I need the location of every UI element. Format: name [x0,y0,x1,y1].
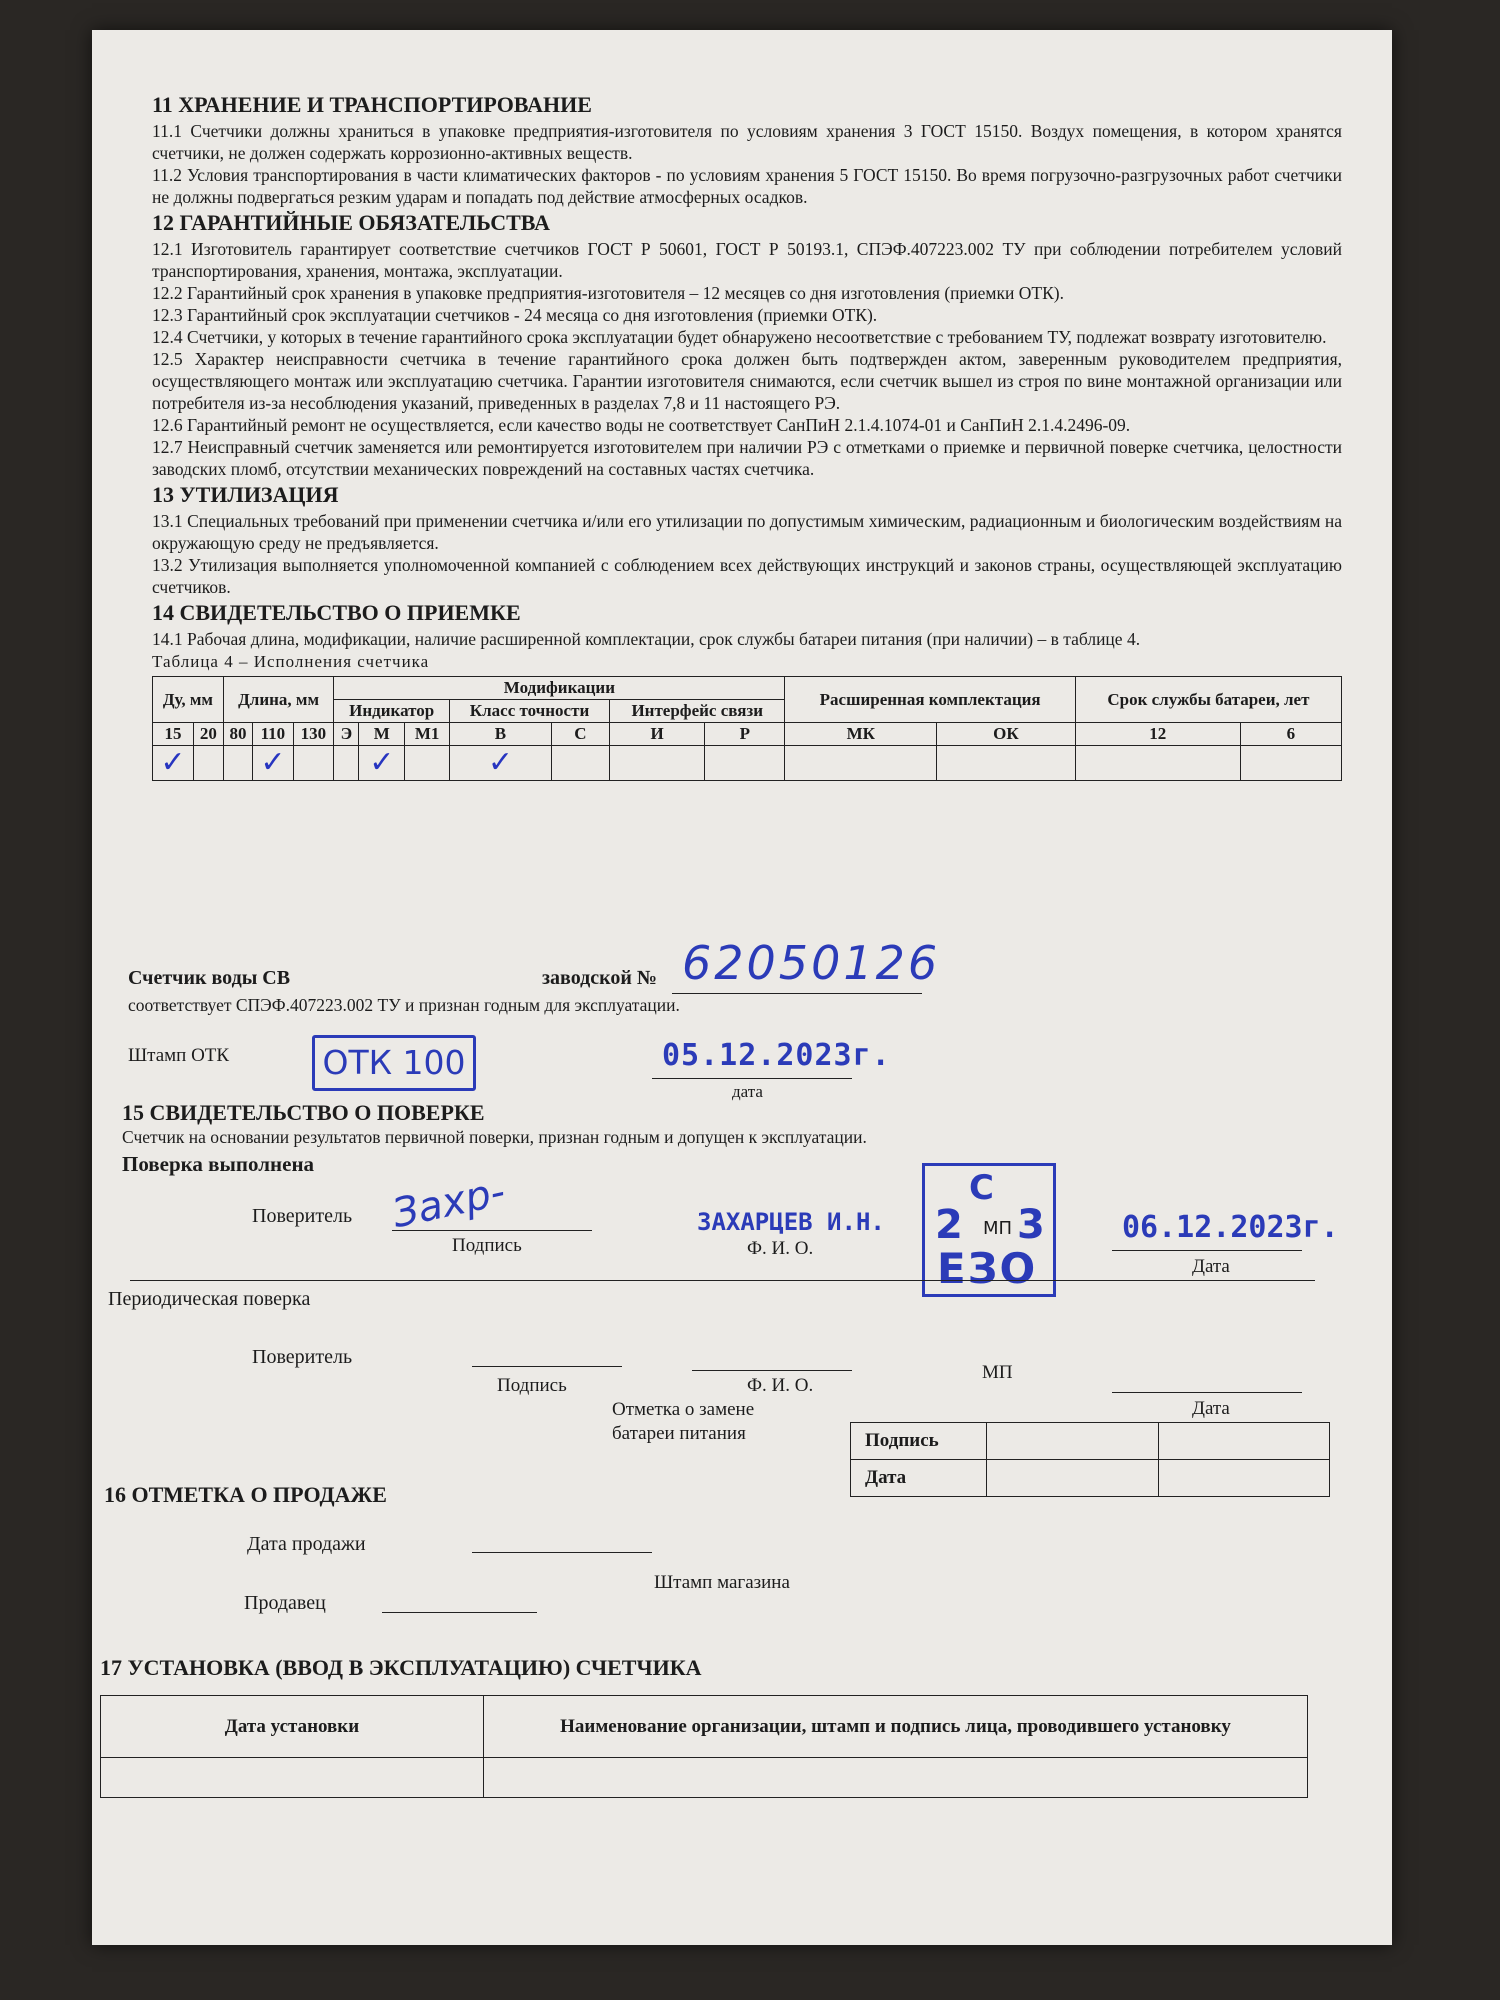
code-cell: 6 [1240,723,1341,746]
check-cell [359,746,405,781]
verifier2-label: Поверитель [252,1346,353,1368]
installation-table [100,1695,1308,1798]
code-cell: Р [705,723,785,746]
verification-date-caption: Дата [1192,1256,1230,1277]
header-modifications: Модификации [334,677,785,700]
install-date-header: Дата установки [101,1696,484,1758]
verification-text: Счетчик на основании результатов первичной поверки, признан годным и допущен к эксплуатации. [122,1127,867,1147]
install-cell [484,1758,1308,1798]
section-15-title: 15 СВИДЕТЕЛЬСТВО О ПОВЕРКЕ [122,1100,485,1125]
stamp-bottom: ЕЗО [937,1244,1038,1293]
section-12-p1: 12.1 Изготовитель гарантирует соответствие счетчиков ГОСТ Р 50601, ГОСТ Р 50193.1, СПЭФ.407223.002 ТУ при соблюдении потребителем условий транспортирования, хранения, монтажа, эксплуатации. [152,239,1342,281]
fio2-caption: Ф. И. О. [747,1375,814,1396]
section-13-p2: 13.2 Утилизация выполняется уполномоченной компанией с соблюдением всех действующих инструкций и законов страны, осуществляющей эксплуатацию счетчиков. [152,555,1342,597]
acceptance-date-caption: дата [732,1082,763,1101]
check-cell [785,746,937,781]
check-cell [450,746,552,781]
verifier-signature: Захр- [388,1168,510,1238]
mp2-caption: МП [982,1362,1013,1383]
date2-line [1112,1392,1302,1393]
section-11-p2: 11.2 Условия транспортирования в части климатических факторов - по условиям хранения 5 ГОСТ 15150. Во время погрузочно-разгрузочных работ счетчики не должны подвергаться резким ударам и попадать под действие атмосферных осадков. [152,165,1342,207]
check-cell [193,746,223,781]
divider-line [130,1280,1315,1281]
warranty-document-page [92,30,1392,1945]
section-12-title: 12 ГАРАНТИЙНЫЕ ОБЯЗАТЕЛЬСТВА [152,210,550,235]
battery-cell [1158,1423,1330,1460]
check-cell [1075,746,1240,781]
periodic-verification-label: Периодическая поверка [108,1288,311,1310]
stamp-top-right: 3 [1017,1202,1045,1248]
conformity-text: соответствует СПЭФ.407223.002 ТУ и признан годным для эксплуатации. [128,995,680,1015]
check-mark-icon: ✓ [487,745,513,780]
battery-date-header: Дата [851,1460,987,1497]
check-cell [253,746,293,781]
check-cell [609,746,704,781]
battery-cell [987,1460,1159,1497]
otk-stamp: ОТК 100 [312,1035,476,1091]
install-cell [101,1758,484,1798]
header-interface: Интерфейс связи [609,700,785,723]
check-cell [705,746,785,781]
battery-cell [1158,1460,1330,1497]
header-length: Длина, мм [223,677,333,723]
code-cell: 15 [153,723,194,746]
check-cell [1240,746,1341,781]
section-12-p5: 12.5 Характер неисправности счетчика в течение гарантийного срока должен быть подтвержден актом, заверенным руководителем предприятия, осуществляющего монтаж или эксплуатацию счетчика. Гарантии изготовителя снимаются, если счетчик вышел из строя по вине монтажной организации или потребителя из-за несоблюдения указаний, приведенных в разделах 7,8 и 11 настоящего РЭ. [152,349,1342,413]
verification-date: 06.12.2023г. [1122,1210,1339,1245]
check-cell [334,746,359,781]
battery-cell [987,1423,1159,1460]
seller-line [382,1612,537,1613]
code-cell: М1 [405,723,450,746]
serial-label: заводской № [542,967,657,989]
code-cell: МК [785,723,937,746]
acceptance-date-line [652,1078,852,1079]
signature2-caption: Подпись [497,1375,567,1396]
section-12-p7: 12.7 Неисправный счетчик заменяется или ремонтируется изготовителем при наличии РЭ с отметками о приемке и первичной поверке счетчика, целостности заводских пломб, отсутствии механических повреждений на составных частях счетчика. [152,437,1342,479]
seller-label: Продавец [244,1592,326,1614]
section-13-title: 13 УТИЛИЗАЦИЯ [152,482,339,507]
check-cell [551,746,609,781]
section-12-p2: 12.2 Гарантийный срок хранения в упаковке предприятия-изготовителя – 12 месяцев со дня изготовления (приемки ОТК). [152,283,1064,303]
code-cell: М [359,723,405,746]
signature-line [392,1230,592,1231]
verification-done: Поверка выполнена [122,1152,315,1176]
stamp-symbol: С [969,1168,994,1208]
date2-caption: Дата [1192,1398,1230,1419]
verifier-fio: ЗАХАРЦЕВ И.Н. [697,1208,885,1236]
acceptance-date: 05.12.2023г. [662,1038,891,1073]
battery-table [850,1422,1330,1497]
section-11-p1: 11.1 Счетчики должны храниться в упаковке предприятия-изготовителя по условиям хранения 3 ГОСТ 15150. Воздух помещения, в котором хранятся счетчики, не должен содержать коррозионно-активных веществ. [152,121,1342,163]
serial-number: 62050126 [682,936,941,990]
section-12-p4: 12.4 Счетчики, у которых в течение гарантийного срока эксплуатации будет обнаружено несоответствие с требованием ТУ, подлежат возврату изготовителю. [152,327,1327,347]
check-cell [293,746,334,781]
stamp-top-left: 2 [935,1202,963,1248]
section-13-p1: 13.1 Специальных требований при применении счетчика и/или его утилизации по допустимым химическим, радиационным и биологическим воздействиям на окружающую среду не предъявляется. [152,511,1342,553]
code-cell: Э [334,723,359,746]
check-cell [153,746,194,781]
section-16-title: 16 ОТМЕТКА О ПРОДАЖЕ [104,1482,387,1507]
otk-stamp-label: Штамп ОТК [128,1045,230,1066]
mp-caption: МП [983,1218,1013,1239]
section-11-title: 11 ХРАНЕНИЕ И ТРАНСПОРТИРОВАНИЕ [152,92,592,117]
install-org-header: Наименование организации, штамп и подпись лица, проводившего установку [484,1696,1308,1758]
fio2-line [692,1370,852,1371]
code-cell: В [450,723,552,746]
verification-date-line [1112,1250,1302,1251]
code-cell: 80 [223,723,252,746]
serial-line [672,993,922,994]
header-indicator: Индикатор [334,700,450,723]
header-extended-kit: Расширенная комплектация [785,677,1075,723]
code-cell: И [609,723,704,746]
code-cell: 20 [193,723,223,746]
header-du: Ду, мм [153,677,224,723]
signature2-line [472,1366,622,1367]
header-battery-life: Срок службы батареи, лет [1075,677,1341,723]
signature-caption: Подпись [452,1235,522,1256]
check-mark-icon: ✓ [160,745,186,780]
sale-date-label: Дата продажи [247,1533,366,1555]
check-cell [223,746,252,781]
section-12-p3: 12.3 Гарантийный срок эксплуатации счетчиков - 24 месяца со дня изготовления (приемки ОТК). [152,305,878,325]
table-4-check-row [153,746,1342,781]
section-12-p6: 12.6 Гарантийный ремонт не осуществляется, если качество воды не соответствует СанПиН 2.1.4.1074-01 и СанПиН 2.1.4.2496-09. [152,415,1131,435]
fio-caption: Ф. И. О. [747,1238,814,1259]
section-14-p1: 14.1 Рабочая длина, модификации, наличие расширенной комплектации, срок службы батареи питания (при наличии) – в таблице 4. [152,629,1141,649]
shop-stamp-label: Штамп магазина [654,1572,790,1593]
code-cell: 130 [293,723,334,746]
code-cell: С [551,723,609,746]
code-cell: ОК [937,723,1076,746]
table-4-versions [152,676,1342,781]
battery-signature-header: Подпись [851,1423,987,1460]
battery-replacement-label: Отметка о замене батареи питания [612,1399,755,1444]
section-14-title: 14 СВИДЕТЕЛЬСТВО О ПРИЕМКЕ [152,600,521,625]
sale-date-line [472,1552,652,1553]
code-cell: 110 [253,723,293,746]
document-text [152,90,1342,781]
table-4-caption: Таблица 4 – Исполнения счетчика [152,652,430,671]
verifier-label: Поверитель [252,1205,353,1227]
code-cell: 12 [1075,723,1240,746]
check-cell [937,746,1076,781]
meter-label: Счетчик воды СВ [128,967,291,989]
check-cell [405,746,450,781]
header-accuracy-class: Класс точности [450,700,610,723]
check-mark-icon: ✓ [369,745,395,780]
table-4-codes-row [153,723,1342,746]
verification-stamp [922,1163,1056,1297]
section-17-title: 17 УСТАНОВКА (ВВОД В ЭКСПЛУАТАЦИЮ) СЧЕТЧИКА [100,1655,702,1680]
check-mark-icon: ✓ [260,745,286,780]
